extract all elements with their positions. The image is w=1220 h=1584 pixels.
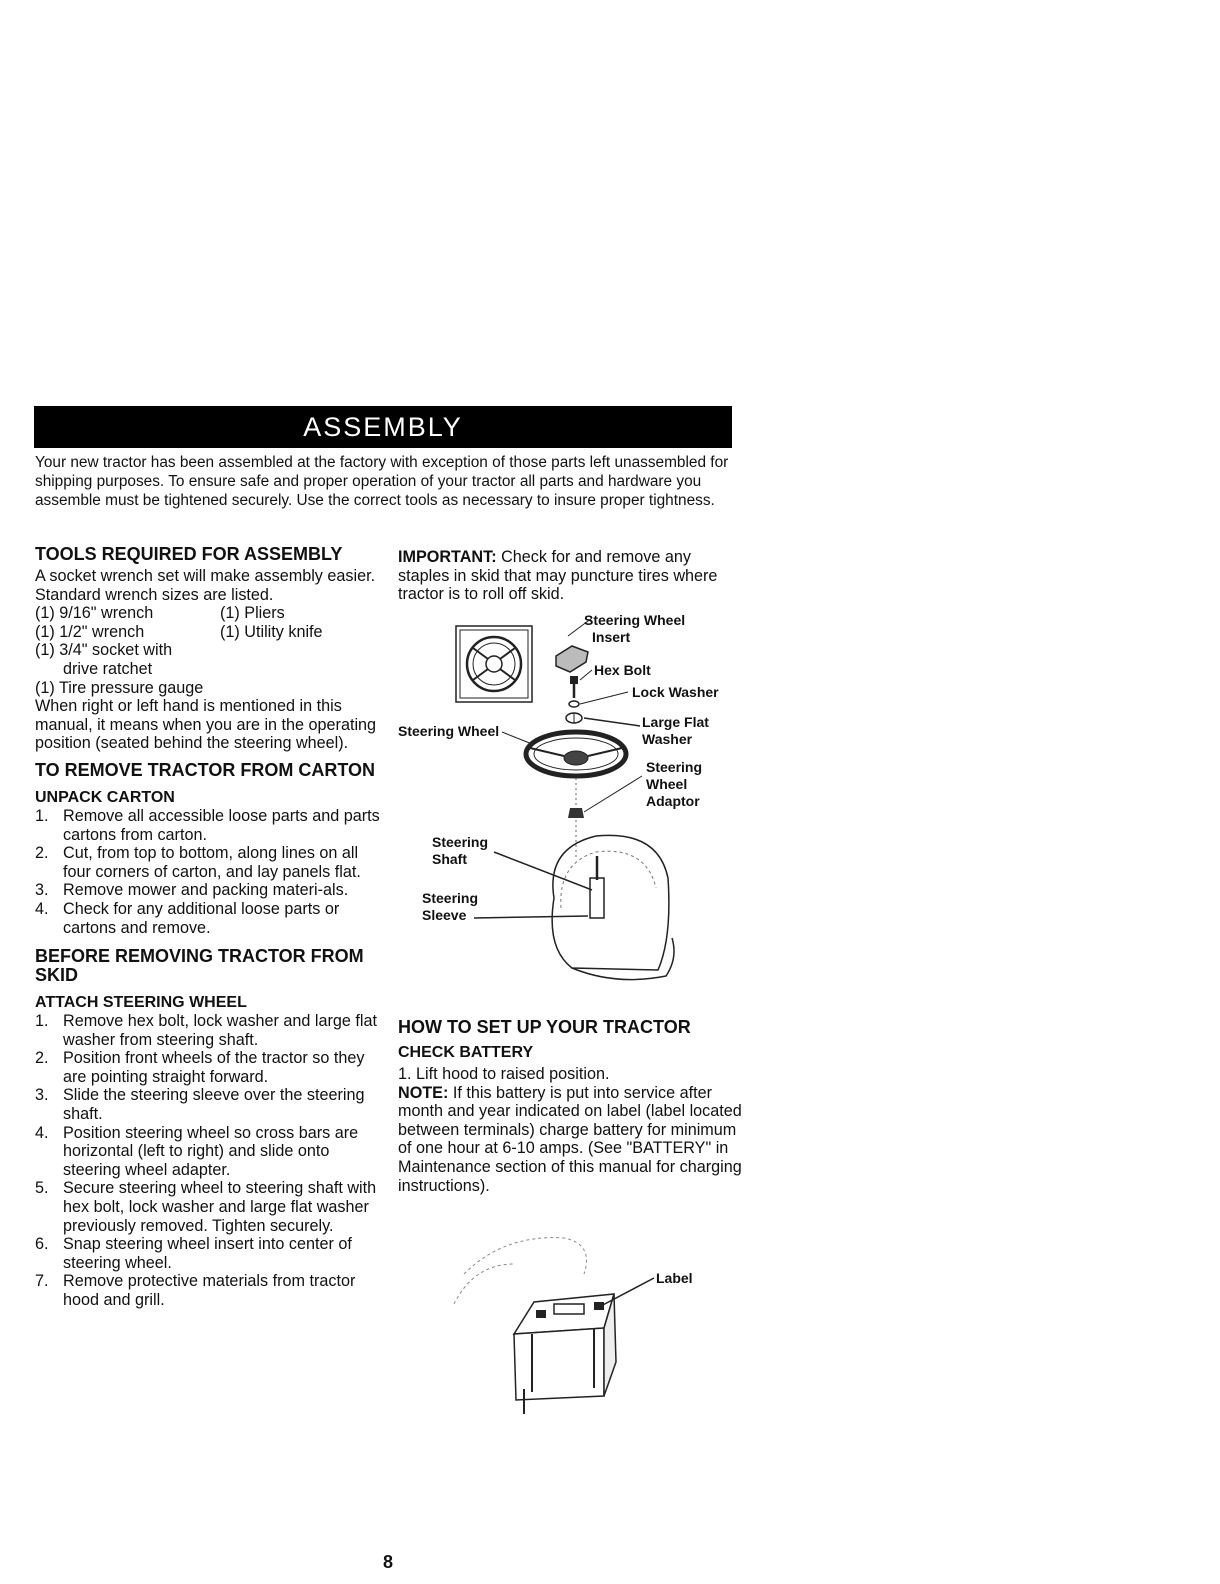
tool-item: (1) Tire pressure gauge	[35, 678, 204, 697]
insert-cap	[556, 646, 588, 672]
label-sleeve-2: Sleeve	[422, 907, 467, 923]
label-adaptor-1: Steering	[646, 759, 703, 775]
lock-washer	[569, 701, 579, 707]
list-item: 1. Remove hex bolt, lock washer and large flat washer from steering shaft.	[35, 1012, 378, 1049]
label-adaptor-3: Adaptor	[646, 793, 700, 809]
tools-intro: A socket wrench set will make assembly easier. Standard wrench sizes are listed.	[35, 567, 376, 604]
unpack-steps	[35, 807, 380, 937]
label-sleeve-1: Steering	[422, 890, 479, 906]
label-hex-bolt: Hex Bolt	[594, 662, 651, 678]
battery-diagram	[444, 1224, 714, 1420]
steering-steps	[35, 1012, 380, 1310]
battery-diagram-art	[444, 1224, 714, 1420]
label-shaft-2: Shaft	[432, 851, 467, 867]
setup-heading: HOW TO SET UP YOUR TRACTOR	[398, 1017, 691, 1037]
label-insert-1: Steering Wheel	[584, 612, 686, 628]
section-title: ASSEMBLY	[303, 412, 463, 442]
attach-steering-subheading: ATTACH STEERING WHEEL	[35, 994, 247, 1012]
steering-assembly-diagram	[396, 608, 736, 1000]
list-item: 4. Check for any additional loose parts or cartons and remove.	[35, 899, 340, 937]
tractor-hood	[552, 835, 669, 970]
tool-item: (1) 3/4" socket with	[35, 641, 173, 660]
battery-note: NOTE: If this battery is put into service after month and year indicated on label (label located between terminals) charge battery for minimum of one hour at 6-10 amps. (See "BATTERY" in Maintenance section of this manual for charging instructions).	[398, 1083, 742, 1195]
handedness-note: When right or left hand is mentioned in this manual, it means when you are in the operating position (seated behind the steering wheel).	[35, 697, 377, 753]
remove-carton-heading: TO REMOVE TRACTOR FROM CARTON	[35, 759, 376, 780]
tool-item: drive ratchet	[63, 659, 153, 678]
list-item: 1. Remove all accessible loose parts and parts cartons from carton.	[35, 806, 380, 844]
list-item: 2. Cut, from top to bottom, along lines on all four corners of carton, and lay panels flat.	[35, 844, 361, 881]
label-insert-2: Insert	[592, 629, 631, 645]
tool-item: (1) Utility knife	[220, 622, 323, 641]
tools-heading: TOOLS REQUIRED FOR ASSEMBLY	[35, 544, 343, 564]
tool-item: (1) Pliers	[220, 604, 285, 623]
list-item: 4. Position steering wheel so cross bars are horizontal (left to right) and slide onto steering wheel adapter.	[35, 1123, 359, 1179]
label-battery: Label	[656, 1270, 693, 1286]
label-adaptor-2: Wheel	[646, 776, 688, 792]
tool-item: (1) 1/2" wrench	[35, 622, 145, 641]
list-item: 6. Snap steering wheel insert into center of steering wheel.	[35, 1235, 352, 1272]
setup-section	[398, 1018, 743, 1195]
unpack-carton-subheading: UNPACK CARTON	[35, 788, 175, 806]
steering-sleeve	[590, 878, 604, 918]
hex-bolt	[570, 676, 578, 684]
page-number: 8	[383, 1552, 394, 1572]
intro-paragraph: Your new tractor has been assembled at the factory with exception of those parts left unassembled for shipping purposes. To ensure safe and proper operation of your tractor all parts and hardware you assemble must be tightened securely. Use the correct tools as necessary to insure proper tightness.	[35, 454, 729, 509]
label-shaft-1: Steering	[432, 834, 489, 850]
setup-step-1: 1. Lift hood to raised position.	[398, 1065, 610, 1083]
left-column	[35, 545, 380, 1310]
label-large-flat-2: Washer	[642, 731, 693, 747]
section-title-banner	[34, 406, 732, 448]
label-steering-wheel: Steering Wheel	[398, 723, 500, 739]
before-skid-heading: BEFORE REMOVING TRACTOR FROM SKID	[35, 946, 364, 986]
label-lock-washer: Lock Washer	[632, 684, 719, 700]
list-item: 2. Position front wheels of the tractor so they are pointing straight forward.	[35, 1049, 365, 1086]
important-note: IMPORTANT: Check for and remove any staples in skid that may puncture tires where tractor is to roll off skid.	[398, 548, 718, 604]
list-item: 3. Slide the steering sleeve over the steering shaft.	[35, 1086, 365, 1124]
right-column	[398, 548, 743, 604]
label-large-flat-1: Large Flat	[642, 714, 709, 730]
battery-front	[514, 1328, 604, 1400]
tool-item: (1) 9/16" wrench	[35, 604, 154, 623]
list-item: 7. Remove protective materials from tractor hood and grill.	[35, 1272, 356, 1309]
tools-list	[35, 604, 380, 697]
list-item: 5. Secure steering wheel to steering shaft with hex bolt, lock washer and large flat washer previously removed. Tighten securely.	[35, 1179, 377, 1235]
list-item: 3. Remove mower and packing materi-als.	[35, 881, 349, 900]
check-battery-subheading: CHECK BATTERY	[398, 1044, 534, 1061]
steering-wheel-adaptor	[568, 808, 584, 818]
